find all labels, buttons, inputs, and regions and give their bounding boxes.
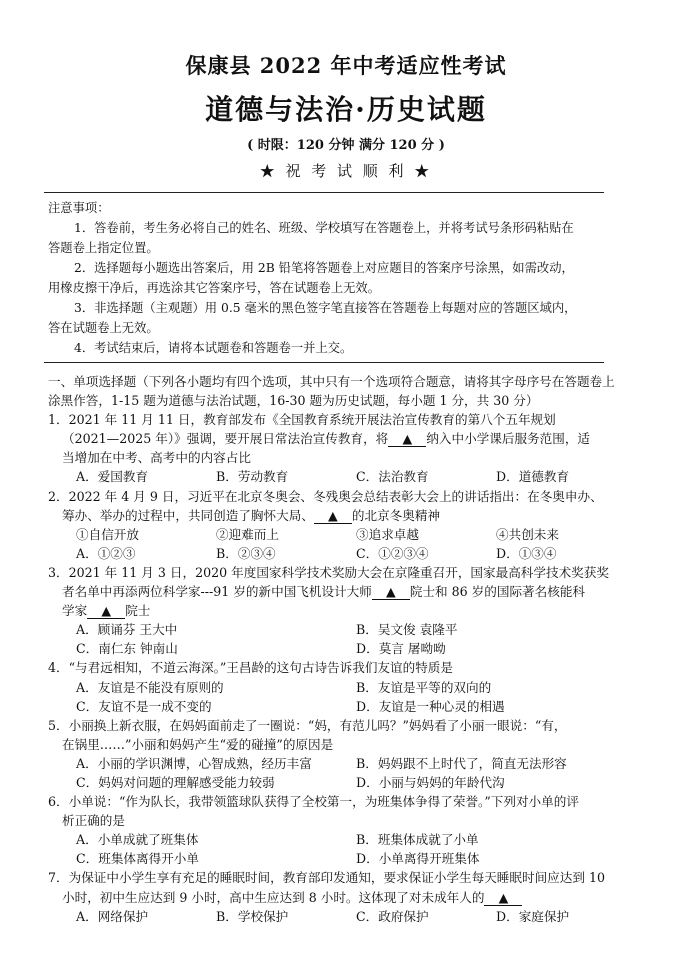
option-c: C．①②③④ [356, 545, 429, 561]
notice-item-2: 2．选择题每小题选出答案后，用 2B 铅笔将答题卷上对应题目的答案序号涂黑，如需改动， [74, 261, 574, 275]
question-3-line-3 [48, 601, 654, 620]
exam-subject-title: 道德与法治·历史试题 [205, 93, 487, 126]
question-5-options-row-1 [48, 754, 654, 773]
option-d: D．小丽与妈妈的年龄代沟 [356, 774, 505, 790]
question-4-options-row-1 [48, 678, 654, 697]
notice-heading: 注意事项： [48, 201, 110, 215]
option-c: C．法治教育 [356, 469, 429, 485]
question-1-line-2 [48, 429, 654, 448]
question-7-line-2 [48, 888, 654, 907]
item-2: ②迎难而上 [216, 526, 279, 542]
exam-title: 保康县 2022 年中考适应性考试 [185, 53, 507, 78]
option-a: A．友谊是不能没有原则的 [76, 679, 224, 695]
top-divider [44, 192, 604, 193]
question-3-line-1: 3．2021 年 11 月 3 日，2020 年度国家科学技术奖励大会在京隆重召开，国家最高科学技术奖获奖 [48, 564, 609, 580]
option-a: A．顾诵芬 王大中 [76, 622, 178, 638]
question-3-options-row-2 [48, 639, 654, 658]
question-4-line-1: 4．“与君远相知，不道云海深。”王昌龄的这句古诗告诉我们友谊的特质是 [48, 660, 453, 676]
option-b: B．友谊是平等的双向的 [356, 679, 492, 695]
question-5-line-1: 5．小丽换上新衣服，在妈妈面前走了一圈说：“妈，有范儿吗？”妈妈看了小丽一眼说：“有， [48, 717, 567, 733]
notice-item-2-cont: 用橡皮擦干净后，再选涂其它答案序号，答在试题卷上无效。 [48, 281, 381, 295]
question-text: 者名单中再添两位科学家---91 岁的新中国飞机设计大师 [62, 584, 372, 600]
notice-item-4: 4．考试结束后，请将本试题卷和答题卷一并上交。 [74, 341, 353, 355]
question-2-line-1: 2．2022 年 4 月 9 日，习近平在北京冬奥会、冬残奥会总结表彰大会上的讲话指出：在冬奥申办、 [48, 488, 603, 504]
question-6-options-row-2 [48, 849, 654, 868]
question-6-line-1: 6．小单说：“作为队长，我带领篮球队获得了全校第一，为班集体争得了荣誉。”下列对小单的评 [48, 794, 579, 810]
exam-timing: ( 时限：120 分钟 满分 120 分 ) [247, 138, 445, 153]
question-text: 小时，初中生应达到 9 小时，高中生应达到 8 小时。这体现了对未成年人的 [62, 889, 485, 905]
option-d: D．道德教育 [496, 469, 570, 485]
question-2-line-2 [48, 506, 654, 525]
option-b: B．劳动教育 [216, 469, 289, 485]
answer-blank: ▲ [372, 585, 410, 600]
option-c: C．妈妈对问题的理解感受能力较弱 [76, 774, 275, 790]
question-text: （2021—2025 年）》强调，要开展日常法治宣传教育，将 [62, 431, 389, 447]
question-6-options-row-1 [48, 830, 654, 849]
option-b: B．班集体成就了小单 [356, 832, 479, 848]
notice-block [48, 198, 648, 358]
question-5-line-2: 在锅里……”小丽和妈妈产生“爱的碰撞”的原因是 [62, 736, 334, 752]
option-a: A．小丽的学识渊博，心智成熟，经历丰富 [76, 755, 312, 771]
question-text: 筹办、举办的过程中，共同创造了胸怀大局、 [62, 507, 314, 523]
option-c: C．班集体离得开小单 [76, 851, 199, 867]
question-text: 纳入中小学课后服务范围，适 [426, 431, 590, 447]
question-3-line-2 [48, 582, 654, 601]
answer-blank: ▲ [484, 891, 522, 906]
option-a: A．①②③ [76, 545, 136, 561]
question-2-options [48, 544, 654, 563]
option-b: B．学校保护 [216, 908, 289, 924]
question-text: 学家 [62, 603, 88, 619]
option-c: C．友谊不是一成不变的 [76, 698, 212, 714]
answer-blank: ▲ [388, 432, 426, 447]
option-a: A．网络保护 [76, 908, 149, 924]
section-heading-cont: 涂黑作答，1-15 题为道德与法治试题，16-30 题为历史试题，每小题 1 分，共 30 分） [48, 393, 539, 409]
option-b: B．②③④ [216, 545, 276, 561]
notice-item-1-cont: 答题卷上指定位置。 [48, 241, 159, 255]
answer-blank: ▲ [87, 604, 125, 619]
question-4-options-row-2 [48, 697, 654, 716]
option-b: B．妈妈跟不上时代了，简直无法形容 [356, 755, 567, 771]
questions-body [48, 372, 654, 926]
question-7-line-1: 7．为保证中小学生享有充足的睡眠时间，教育部印发通知，要求保证小学生每天睡眠时间应达到 10 [48, 870, 605, 886]
question-2-items [48, 525, 654, 544]
option-d: D．友谊是一种心灵的相遇 [356, 698, 505, 714]
notice-item-3: 3．非选择题（主观题）用 0.5 毫米的黑色签字笔直接答在答题卷上每题对应的答题区域内， [74, 301, 577, 315]
question-3-options-row-1 [48, 620, 654, 639]
question-1-options [48, 467, 654, 486]
question-6-line-2: 析正确的是 [62, 813, 125, 829]
question-5-options-row-2 [48, 773, 654, 792]
question-1-line-3: 当增加在中考、高考中的内容占比 [62, 450, 251, 466]
item-1: ①自信开放 [76, 526, 139, 542]
good-luck-line: ★ 祝 考 试 顺 利 ★ [259, 162, 433, 180]
question-1-line-1: 1．2021 年 11 月 11 日，教育部发布《全国教育系统开展法治宣传教育的第八个五年规划 [48, 412, 556, 428]
answer-blank: ▲ [314, 509, 352, 524]
option-b: B．吴文俊 袁隆平 [356, 622, 458, 638]
option-d: D．①③④ [496, 545, 557, 561]
option-c: C．政府保护 [356, 908, 429, 924]
item-4: ④共创未来 [496, 526, 559, 542]
section-heading: 一、单项选择题（下列各小题均有四个选项，其中只有一个选项符合题意，请将其字母序号在答题卷上 [48, 374, 615, 389]
option-d: D．家庭保护 [496, 908, 570, 924]
question-text: 院士 [125, 603, 151, 619]
question-text: 的北京冬奥精神 [351, 507, 441, 523]
notice-item-1: 1．答卷前，考生务必将自己的姓名、班级、学校填写在答题卷上，并将考试号条形码粘贴在 [74, 221, 574, 235]
option-a: A．小单成就了班集体 [76, 832, 199, 848]
option-c: C．南仁东 钟南山 [76, 641, 178, 657]
option-d: D．莫言 屠呦呦 [356, 641, 446, 657]
question-text: 院士和 86 岁的国际著名核能科 [409, 584, 586, 600]
question-7-options [48, 907, 654, 926]
bottom-divider [44, 362, 604, 363]
item-3: ③追求卓越 [356, 526, 419, 542]
option-d: D．小单离得开班集体 [356, 851, 480, 867]
notice-item-3-cont: 答在试题卷上无效。 [48, 321, 159, 335]
option-a: A．爱国教育 [76, 469, 149, 485]
